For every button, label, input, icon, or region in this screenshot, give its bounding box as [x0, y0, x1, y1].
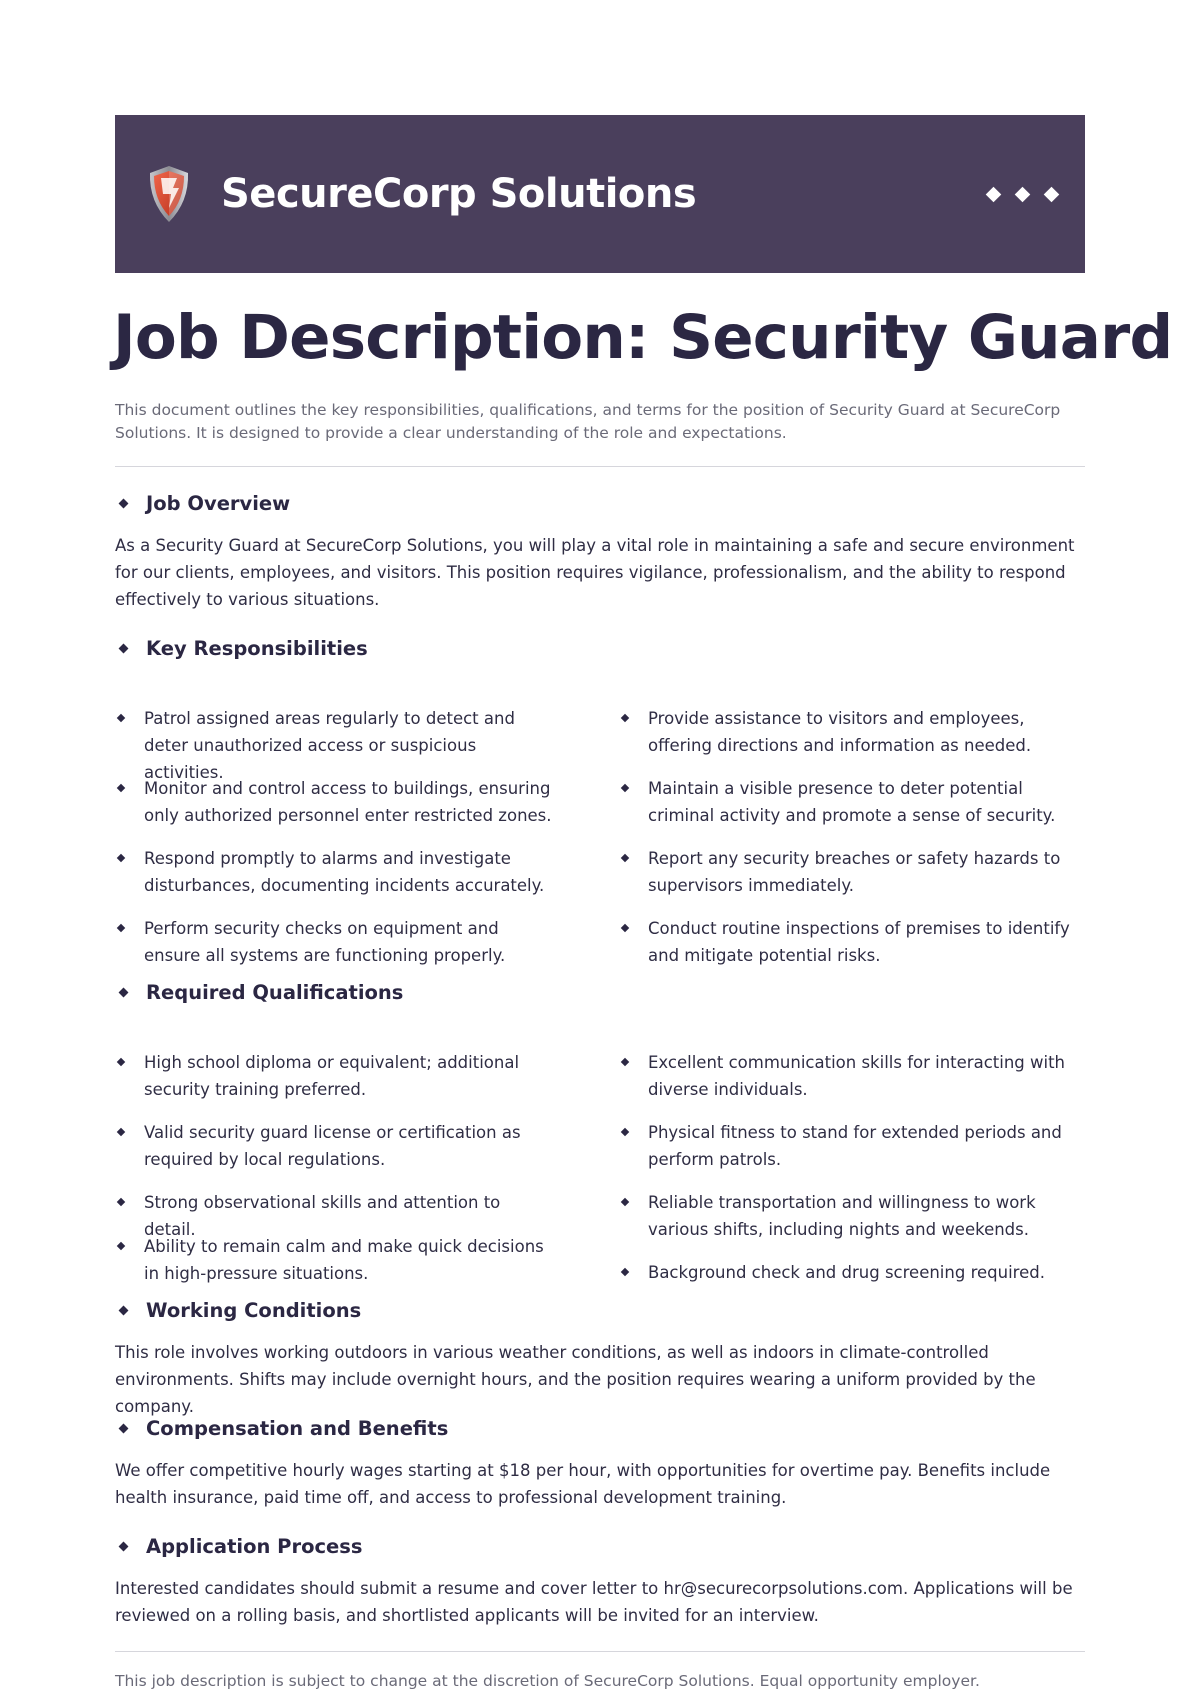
section-compensation-benefits	[115, 1413, 1085, 1511]
section-title: Required Qualifications	[146, 980, 404, 1004]
diamond-bullet-icon	[119, 643, 129, 653]
section-text: We offer competitive hourly wages starting at $18 per hour, with opportunities for overtime pay. Benefits include health insurance, paid time off, and access to professional development training.	[115, 1461, 1051, 1507]
section-title: Compensation and Benefits	[146, 1416, 449, 1440]
list-item: Ability to remain calm and make quick decisions in high-pressure situations.	[115, 1233, 555, 1287]
list-item: Respond promptly to alarms and investigate disturbances, documenting incidents accurately.	[115, 845, 555, 899]
diamond-bullet-icon	[117, 924, 125, 932]
list-item: Background check and drug screening required.	[619, 1259, 1089, 1286]
footer-note: This job description is subject to change at the discretion of SecureCorp Solutions. Equal opportunity employer.	[115, 1672, 980, 1690]
diamond-icon	[1044, 186, 1060, 202]
list-item: Monitor and control access to buildings, ensuring only authorized personnel enter restricted zones.	[115, 775, 555, 829]
diamond-bullet-icon	[117, 784, 125, 792]
section-job-overview	[115, 488, 1085, 613]
list-item: Patrol assigned areas regularly to detect and deter unauthorized access or suspicious activities.	[115, 705, 555, 786]
section-title: Key Responsibilities	[146, 636, 368, 660]
diamond-bullet-icon	[621, 924, 629, 932]
section-text: Interested candidates should submit a resume and cover letter to hr@securecorpsolutions.com. Applications will be reviewed on a rolling basis, and shortlisted applicants will be invited for an interview.	[115, 1579, 1073, 1625]
section-title: Working Conditions	[146, 1298, 362, 1322]
diamond-bullet-icon	[621, 1268, 629, 1276]
section-text: As a Security Guard at SecureCorp Solutions, you will play a vital role in maintaining a safe and secure environment for our clients, employees, and visitors. This position requires vigilance, professionalism, and the ability to respond effectively to various situations.	[115, 536, 1075, 609]
list-item: Excellent communication skills for interacting with diverse individuals.	[619, 1049, 1089, 1103]
diamond-bullet-icon	[621, 1198, 629, 1206]
diamond-bullet-icon	[119, 1423, 129, 1433]
page-title: Job Description: Security Guard	[113, 302, 1173, 373]
diamond-bullet-icon	[621, 1058, 629, 1066]
list-item: Provide assistance to visitors and employees, offering directions and information as needed.	[619, 705, 1089, 759]
section-application-process	[115, 1531, 1085, 1629]
intro-text: This document outlines the key responsibilities, qualifications, and terms for the position of Security Guard at SecureCorp Solutions. It is designed to provide a clear understanding of the role and expectations.	[115, 401, 1061, 442]
diamond-bullet-icon	[117, 1058, 125, 1066]
diamond-bullet-icon	[119, 1541, 129, 1551]
divider	[115, 466, 1085, 467]
list-item: Physical fitness to stand for extended periods and perform patrols.	[619, 1119, 1089, 1173]
diamond-bullet-icon	[119, 987, 129, 997]
diamond-icon	[986, 186, 1002, 202]
section-text: This role involves working outdoors in various weather conditions, as well as indoors in climate-controlled environments. Shifts may include overnight hours, and the position requires wearing a uniform provided by the company.	[115, 1343, 1036, 1416]
list-item: Valid security guard license or certification as required by local regulations.	[115, 1119, 555, 1173]
diamond-bullet-icon	[621, 1128, 629, 1136]
section-title: Application Process	[146, 1534, 363, 1558]
company-name: SecureCorp Solutions	[221, 171, 697, 217]
qualifications-list	[115, 1007, 1085, 1297]
decorative-diamonds	[988, 189, 1057, 200]
diamond-bullet-icon	[119, 498, 129, 508]
responsibilities-list	[115, 663, 1085, 963]
list-item: Maintain a visible presence to deter potential criminal activity and promote a sense of security.	[619, 775, 1089, 829]
list-item: Reliable transportation and willingness to work various shifts, including nights and weekends.	[619, 1189, 1089, 1243]
list-item: High school diploma or equivalent; additional security training preferred.	[115, 1049, 555, 1103]
diamond-bullet-icon	[117, 854, 125, 862]
header-banner	[115, 115, 1085, 273]
list-item: Perform security checks on equipment and ensure all systems are functioning properly.	[115, 915, 555, 969]
diamond-icon	[1015, 186, 1031, 202]
diamond-bullet-icon	[117, 714, 125, 722]
diamond-bullet-icon	[621, 714, 629, 722]
section-working-conditions	[115, 1295, 1085, 1420]
section-title: Job Overview	[146, 491, 291, 515]
list-item: Report any security breaches or safety hazards to supervisors immediately.	[619, 845, 1089, 899]
diamond-bullet-icon	[621, 784, 629, 792]
diamond-bullet-icon	[117, 1128, 125, 1136]
diamond-bullet-icon	[621, 854, 629, 862]
shield-icon	[147, 164, 191, 224]
list-item: Strong observational skills and attention to detail.	[115, 1189, 555, 1243]
diamond-bullet-icon	[117, 1242, 125, 1250]
diamond-bullet-icon	[119, 1305, 129, 1315]
section-required-qualifications	[115, 977, 1085, 1283]
list-item: Conduct routine inspections of premises to identify and mitigate potential risks.	[619, 915, 1089, 969]
diamond-bullet-icon	[117, 1198, 125, 1206]
divider	[115, 1651, 1085, 1652]
section-key-responsibilities	[115, 633, 1085, 965]
